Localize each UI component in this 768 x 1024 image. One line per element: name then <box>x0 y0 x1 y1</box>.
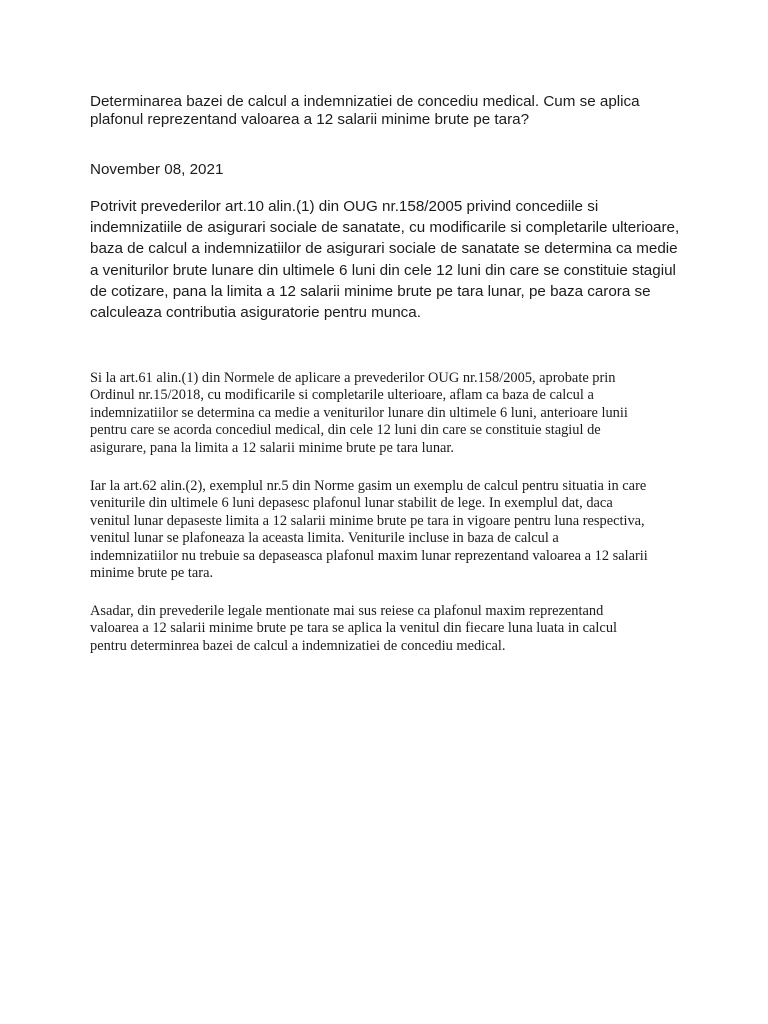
paragraph-art62: Iar la art.62 alin.(2), exemplul nr.5 din Norme gasim un exemplu de calcul pentru situatia in care veniturile din ultimele 6 luni depasesc plafonul lunar stabilit de lege. In exemplul dat, daca venitul lunar depaseste limita a 12 salarii minime brute pe tara in vigoare pentru luna respectiva, venitul lunar se plafoneaza la aceasta limita. Veniturile incluse in baza de calcul a indemnizatiilor nu trebuie sa depaseasca plafonul maxim lunar reprezentand valoarea a 12 salarii minime brute pe tara. <box>90 478 648 582</box>
document-date: November 08, 2021 <box>90 161 224 178</box>
document-title: Determinarea bazei de calcul a indemnizatiei de concediu medical. Cum se aplica plafonul reprezentand valoarea a 12 salarii minime brute pe tara? <box>90 93 640 128</box>
paragraph-art61: Si la art.61 alin.(1) din Normele de aplicare a prevederilor OUG nr.158/2005, aprobate prin Ordinul nr.15/2018, cu modificarile si completarile ulterioare, aflam ca baza de calcul a indemnizatiilor se determina ca medie a veniturilor lunare din ultimele 6 luni, anterioare lunii pentru care se acorda concediul medical, din cele 12 luni din care se constituie stagiul de asigurare, pana la limita a 12 salarii minime brute pe tara lunar. <box>90 370 628 456</box>
paragraph-conclusion: Asadar, din prevederile legale mentionate mai sus reiese ca plafonul maxim reprezentand valoarea a 12 salarii minime brute pe tara se aplica la venitul din fiecare luna luata in calcul pentru determinrea bazei de calcul a indemnizatiei de concediu medical. <box>90 603 618 654</box>
paragraph-intro: Potrivit prevederilor art.10 alin.(1) din OUG nr.158/2005 privind concediile si indemnizatiile de asigurari sociale de sanatate, cu modificarile si completarile ulterioare, baza de calcul a indemnizatiilor de asigurari sociale de sanatate se determina ca medie a veniturilor brute lunare din ultimele 6 luni din cele 12 luni din care se constituie stagiul de cotizare, pana la limita a 12 salarii minime brute pe tara lunar, pe baza carora se calculeaza contributia asiguratorie pentru munca. <box>90 198 680 322</box>
